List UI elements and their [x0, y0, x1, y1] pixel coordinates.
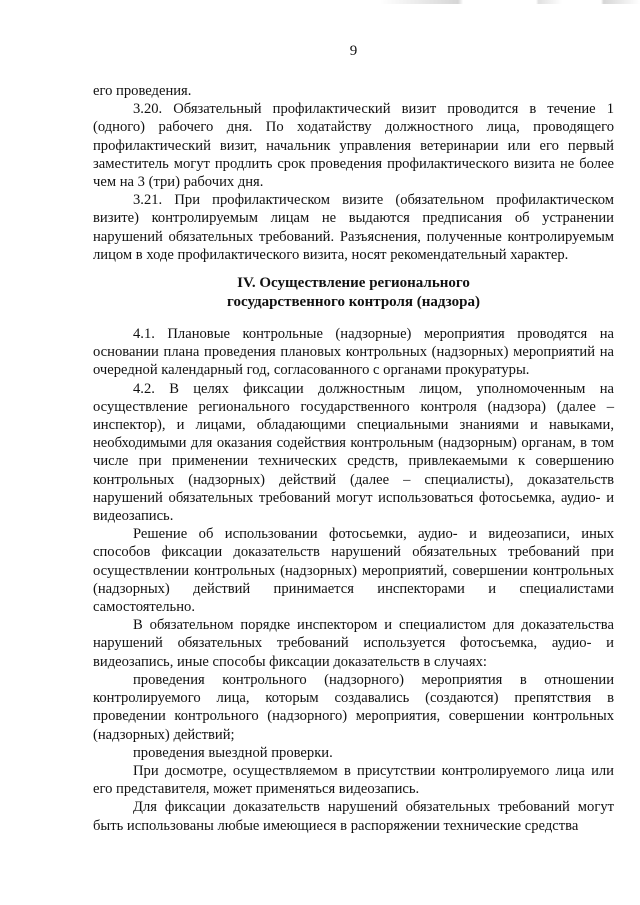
paragraph-3-21: 3.21. При профилактическом визите (обязательном профилактическом визите) контролируемым лицам не выдаются предписания об устранении нарушений обязательных требований. Разъяснения, полученные контролируемым лицом в ходе профилактического визита, носят рекомендательный характер. — [93, 192, 614, 263]
paragraph-mandatory-cases: В обязательном порядке инспектором и специалистом для доказательства нарушений обязательных требований используется фотосъемка, аудио- и видеозапись, иные способы фиксации доказательств в случаях: — [93, 617, 614, 670]
paragraph-case-obstruction: проведения контрольного (надзорного) мероприятия в отношении контролируемого лица, которым создавались (создаются) препятствия в проведении контрольного (надзорного) мероприятия, совершении контрольных (надзорных) действий; — [93, 671, 614, 743]
section-heading-line-1: IV. Осуществление регионального — [237, 275, 470, 292]
paragraph-inspection-video: При досмотре, осуществляемом в присутствии контролируемого лица или его представителя, может применяться видеозапись. — [93, 762, 614, 798]
paragraph-4-1: 4.1. Плановые контрольные (надзорные) мероприятия проводятся на основании плана проведения плановых контрольных (надзорных) мероприятий на очередной календарный год, согласованного с органами прокуратуры. — [93, 326, 614, 379]
paragraph-decision: Решение об использовании фотосьемки, аудио- и видеозаписи, иных способов фиксации доказательств нарушений обязательных требований при осуществлении контрольных (надзорных) мероприятий, совершении контрольных (надзорных) действий принимается инспекторами и специалистами самостоятельно. — [93, 526, 614, 616]
paragraph-3-20: 3.20. Обязательный профилактический визит проводится в течение 1 (одного) рабочего дня. По ходатайству должностного лица, проводящего профилактический визит, начальник управления ветеринарии или его первый заместитель могут продлить срок проведения профилактического визита не более чем на 3 (три) рабочих дня. — [93, 101, 614, 191]
paragraph-case-onsite: проведения выездной проверки. — [133, 744, 333, 761]
paragraph-technical-means: Для фиксации доказательств нарушений обязательных требований могут быть использованы любые имеющиеся в распоряжении технические средства — [93, 799, 614, 834]
paragraph-continuation: его проведения. — [93, 83, 192, 99]
section-heading-line-2: государственного контроля (надзора) — [227, 293, 480, 310]
section-heading — [93, 274, 614, 311]
document-body — [93, 82, 614, 835]
page-number: 9 — [349, 43, 358, 59]
paragraph-4-2: 4.2. В целях фиксации должностным лицом, уполномоченным на осуществление регионального государственного контроля (надзора) (далее – инспектор), и лицами, обладающими специальными знаниями и навыками, необходимыми для оказания содействия контрольным (надзорным) органам, в том числе при применении технических средств, привлекаемыми к совершению контрольных (надзорных) действий (далее – специалисты), доказательств нарушений обязательных требований могут использоваться фотосьемка, аудио- и видеозапись. — [93, 380, 614, 525]
